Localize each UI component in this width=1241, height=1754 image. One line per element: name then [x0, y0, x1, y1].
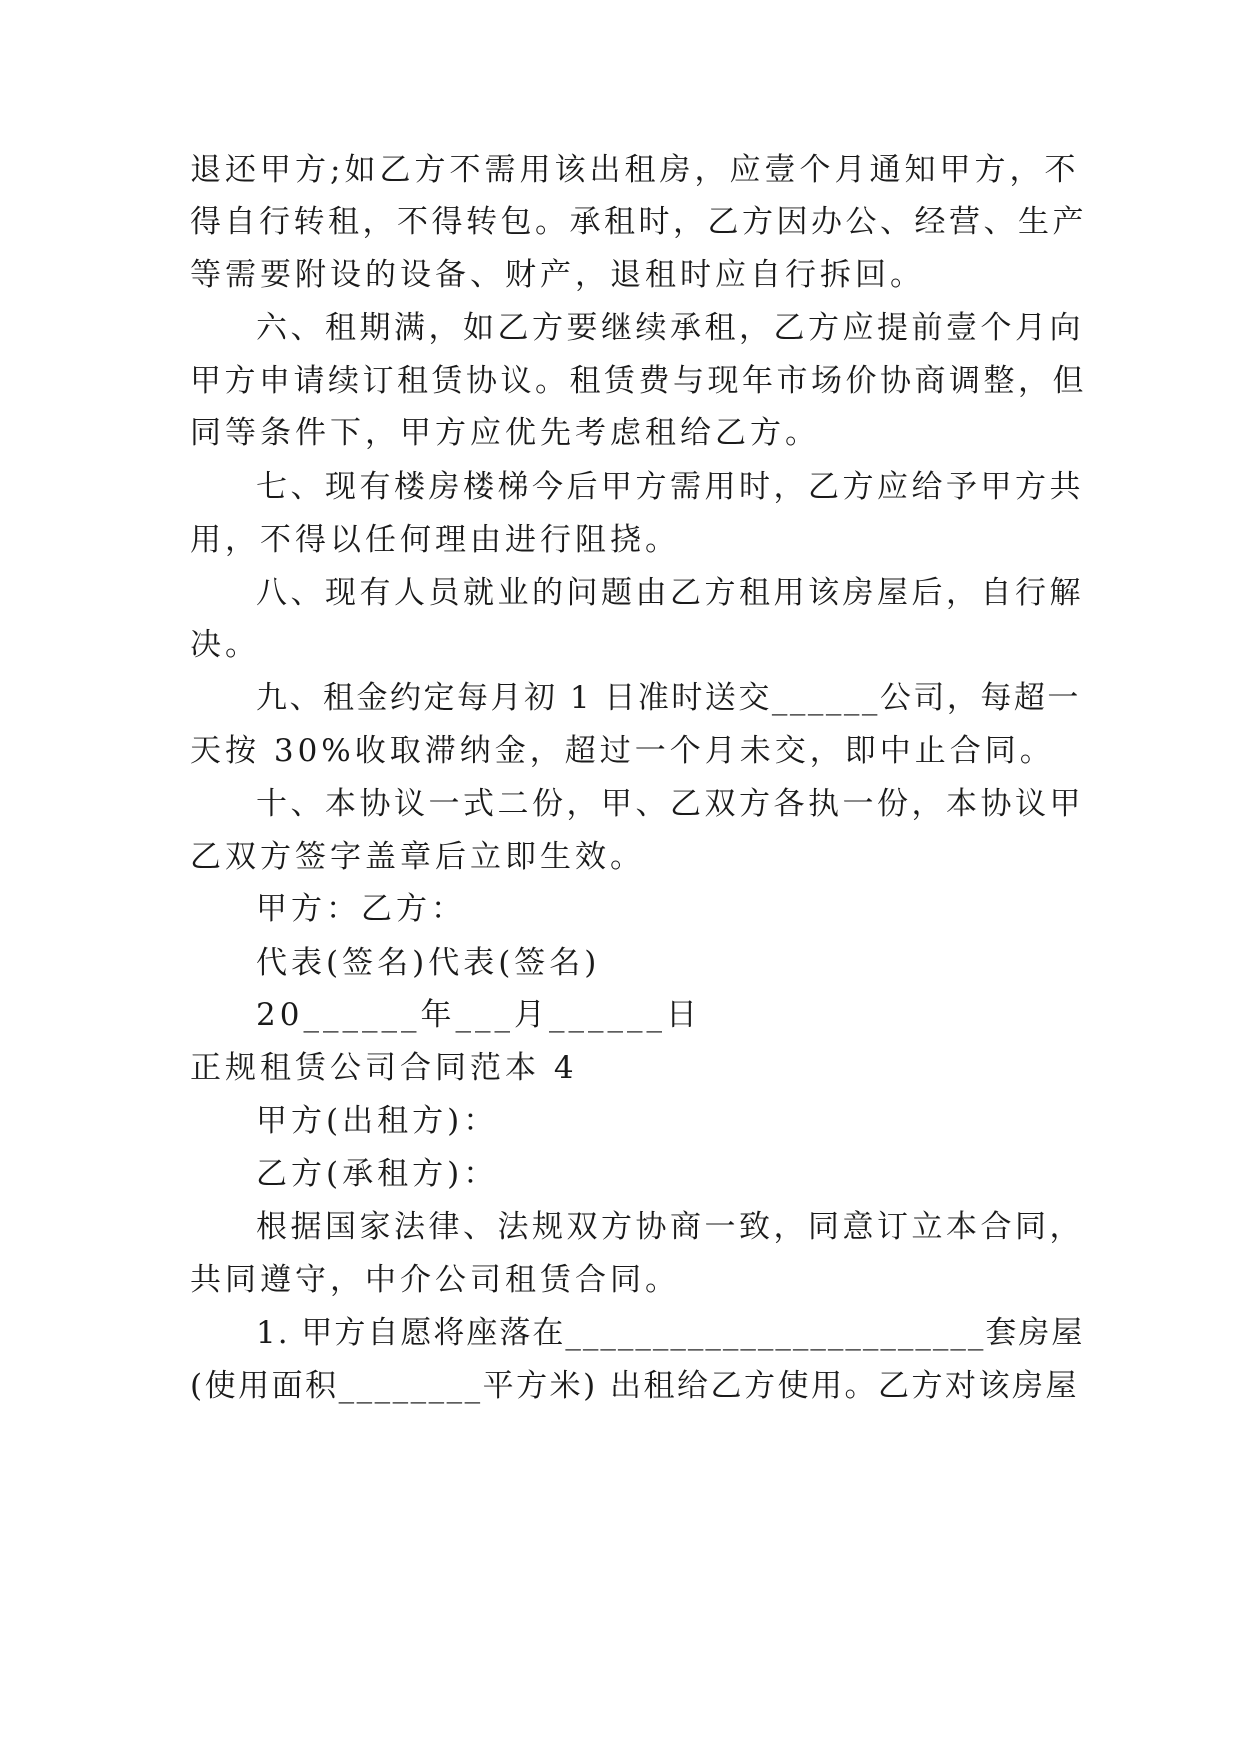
text-line: 得自行转租，不得转包。承租时，乙方因办公、经营、生产: [190, 204, 1087, 240]
text-line: 用，不得以任何理由进行阻挠。: [190, 522, 680, 558]
text-line: 乙方(承租方)：: [256, 1156, 499, 1192]
text-line: 十、本协议一式二份，甲、乙双方各执一份，本协议甲: [256, 786, 1084, 822]
text-line: 九、租金约定每月初 1 日准时送交______公司，每超一: [256, 680, 1081, 716]
text-line: 代表(签名)代表(签名): [256, 945, 601, 981]
text-line: 七、现有楼房楼梯今后甲方需用时，乙方应给予甲方共: [256, 469, 1084, 505]
text-line: 同等条件下，甲方应优先考虑租给乙方。: [190, 415, 820, 451]
text-line: (使用面积________平方米) 出租给乙方使用。乙方对该房屋: [190, 1368, 1080, 1404]
text-line: 等需要附设的设备、财产，退租时应自行拆回。: [190, 257, 925, 293]
text-line: 1. 甲方自愿将座落在________________________套房屋: [256, 1315, 1085, 1351]
text-line: 甲方申请续订租赁协议。租赁费与现年市场价协商调整，但: [190, 363, 1087, 399]
section-heading: 正规租赁公司合同范本 4: [190, 1050, 578, 1086]
text-line: 决。: [190, 627, 260, 663]
text-line: 退还甲方;如乙方不需用该出租房，应壹个月通知甲方，不: [190, 152, 1080, 188]
text-line: 20______年___月______日: [256, 997, 701, 1033]
text-line: 共同遵守，中介公司租赁合同。: [190, 1262, 680, 1298]
text-line: 乙双方签字盖章后立即生效。: [190, 839, 645, 875]
text-line: 根据国家法律、法规双方协商一致，同意订立本合同，: [256, 1209, 1084, 1245]
text-line: 甲方(出租方)：: [256, 1103, 499, 1139]
text-line: 甲方：乙方：: [256, 891, 466, 927]
text-line: 天按 30%收取滞纳金，超过一个月未交，即中止合同。: [190, 733, 1055, 769]
text-line: 八、现有人员就业的问题由乙方租用该房屋后，自行解: [256, 575, 1084, 611]
text-line: 六、租期满，如乙方要继续承租，乙方应提前壹个月向: [256, 310, 1084, 346]
